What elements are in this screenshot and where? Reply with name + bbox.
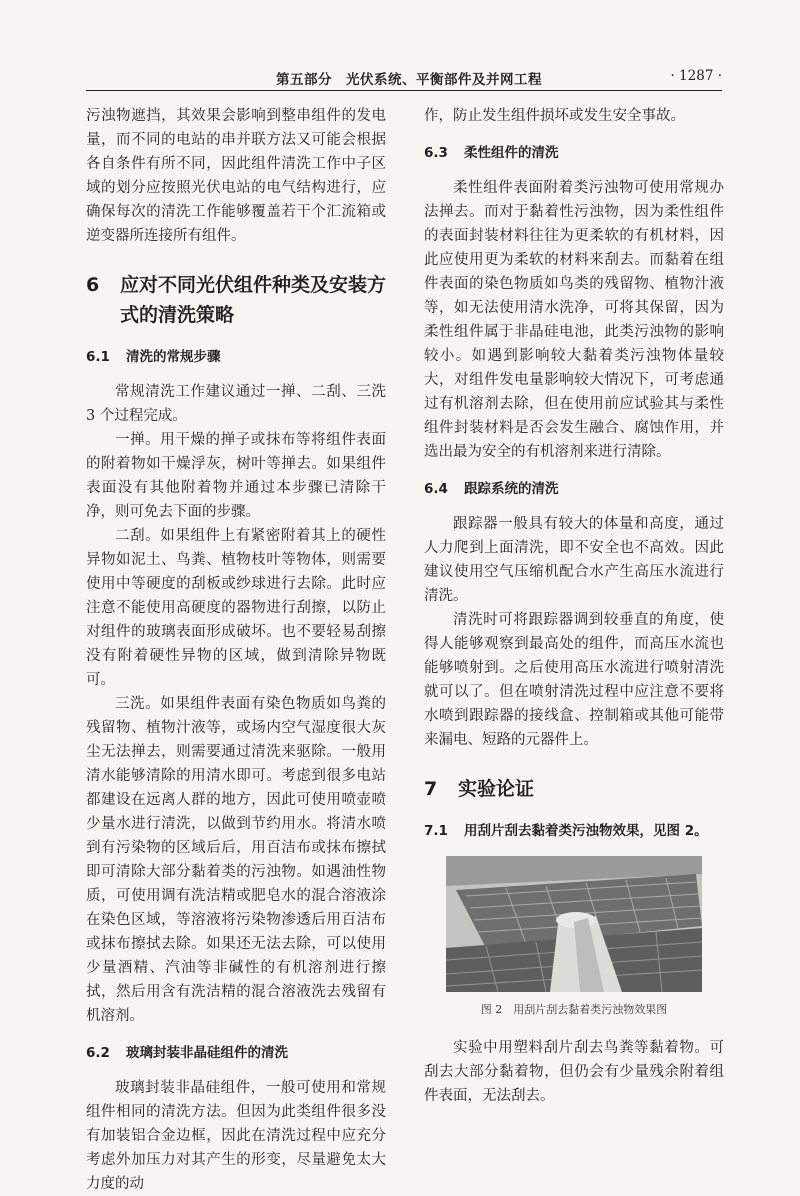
paragraph: 清洗时可将跟踪器调到较垂直的角度，使得人能够观察到最高处的组件，而高压水流也能够喷射到。之后使用高压水流进行喷射清洗就可以了。但在喷射清洗过程中应注意不要将水喷到跟踪器的接线盒、控制箱或其他可能带来漏电、短路的元器件上。 <box>424 612 724 748</box>
section-number: 7 <box>424 778 438 800</box>
subsection-number: 6.4 <box>424 481 448 497</box>
paragraph: 常规清洗工作建议通过一掸、二刮、三洗 3 个过程完成。 <box>86 384 386 424</box>
subsection-number: 6.3 <box>424 145 448 161</box>
subsection-title: 清洗的常规步骤 <box>126 349 221 365</box>
subsection-6-2-heading <box>86 1042 386 1064</box>
section-7-heading <box>424 774 724 804</box>
paragraph: 柔性组件表面附着类污浊物可使用常规办法掸去。而对于黏着性污浊物，因为柔性组件的表面封装材料往往为更柔软的有机材料，因此应使用更为柔软的材料来刮去。而黏着在组件表面的染色物质如鸟类的残留物、植物汁液等，如无法使用清水洗净，可将其保留，因为柔性组件属于非晶硅电池，此类污浊物的影响较小。如遇到影响较大黏着类污浊物体量较大，对组件发电量影响较大情况下，可考虑通过有机溶剂去除，但在使用前应试验其与柔性组件封装材料是否会发生融合、腐蚀作用，并选出最为安全的有机溶剂来进行清除。 <box>424 180 724 460</box>
section-number: 6 <box>86 274 100 296</box>
running-header <box>86 66 722 91</box>
paragraph: 一掸。用干燥的掸子或抹布等将组件表面的附着物如干燥浮灰，树叶等掸去。如果组件表面没有其他附着物并通过本步骤已清除干净，则可免去下面的步骤。 <box>86 432 386 520</box>
solar-panel-photo-illustration <box>446 856 702 992</box>
page-number: · 1287 · <box>670 68 722 84</box>
subsection-title: 玻璃封装非晶硅组件的清洗 <box>126 1045 288 1061</box>
subsection-number: 6.1 <box>86 349 110 365</box>
subsection-title: 用刮片刮去黏着类污浊物效果，见图 2。 <box>464 823 708 839</box>
paragraph: 跟踪器一般具有较大的体量和高度，通过人力爬到上面清洗，即不安全也不高效。因此建议使用空气压缩机配合水产生高压水流进行清洗。 <box>424 516 724 604</box>
section-title: 应对不同光伏组件种类及安装方式的清洗策略 <box>120 274 387 326</box>
paragraph: 玻璃封装非晶硅组件，一般可使用和常规组件相同的清洗方法。但因为此类组件很多没有加装铝合金边框，因此在清洗过程中应充分考虑外加压力对其产生的形变，尽量避免太大力度的动 <box>86 1080 386 1192</box>
subsection-6-4-heading <box>424 478 724 500</box>
left-column <box>86 104 386 1196</box>
section-6-heading <box>86 270 386 330</box>
figure-solar-panel-photo <box>446 856 702 992</box>
header-title: 第五部分 光伏系统、平衡部件及并网工程 <box>276 72 542 88</box>
subsection-7-1-heading <box>424 820 724 842</box>
right-column <box>424 104 724 1108</box>
paragraph: 二刮。如果组件上有紧密附着其上的硬性异物如泥土、鸟粪、植物枝叶等物体，则需要使用中等硬度的刮板或纱球进行去除。此时应注意不能使用高硬度的器物进行刮擦，以防止对组件的玻璃表面形成破坏。也不要轻易刮擦没有附着硬性异物的区域，做到清除异物既可。 <box>86 528 386 688</box>
subsection-number: 6.2 <box>86 1045 110 1061</box>
figure-caption: 图 2 用刮片刮去黏着类污浊物效果图 <box>480 1003 668 1016</box>
section-title: 实验论证 <box>458 778 535 800</box>
subsection-title: 柔性组件的清洗 <box>464 145 559 161</box>
intro-paragraph: 污浊物遮挡，其效果会影响到整串组件的发电量，而不同的电站的串并联方法又可能会根据各自条件有所不同，因此组件清洗工作中子区域的划分应按照光伏电站的电气结构进行，应确保每次的清洗工作能够覆盖若干个汇流箱或逆变器所连接所有组件。 <box>86 108 386 244</box>
subsection-6-3-heading <box>424 142 724 164</box>
closing-paragraph: 实验中用塑料刮片刮去鸟粪等黏着物。可刮去大部分黏着物，但仍会有少量残余附着组件表面，无法刮去。 <box>424 1040 724 1104</box>
subsection-title: 跟踪系统的清洗 <box>464 481 559 497</box>
continued-paragraph: 作，防止发生组件损坏或发生安全事故。 <box>424 108 685 124</box>
paragraph: 三洗。如果组件表面有染色物质如鸟粪的残留物、植物汁液等，或场内空气湿度很大灰尘无法掸去，则需要通过清洗来驱除。一般用清水能够清除的用清水即可。考虑到很多电站都建设在远离人群的地方，因此可使用喷壶喷少量水进行清洗，以做到节约用水。将清水喷到有污染物的区域后后，用百洁布或抹布擦拭即可清除大部分黏着类的污浊物。如遇油性物质，可使用调有洗洁精或肥皂水的混合溶液涂在染色区域，等溶液将污染物渗透后用百洁布或抹布擦拭去除。如果还无法去除，可以使用少量酒精、汽油等非碱性的有机溶剂进行擦拭，然后用含有洗洁精的混合溶液洗去残留有机溶剂。 <box>86 696 386 1024</box>
subsection-6-1-heading <box>86 346 386 368</box>
subsection-number: 7.1 <box>424 823 448 839</box>
